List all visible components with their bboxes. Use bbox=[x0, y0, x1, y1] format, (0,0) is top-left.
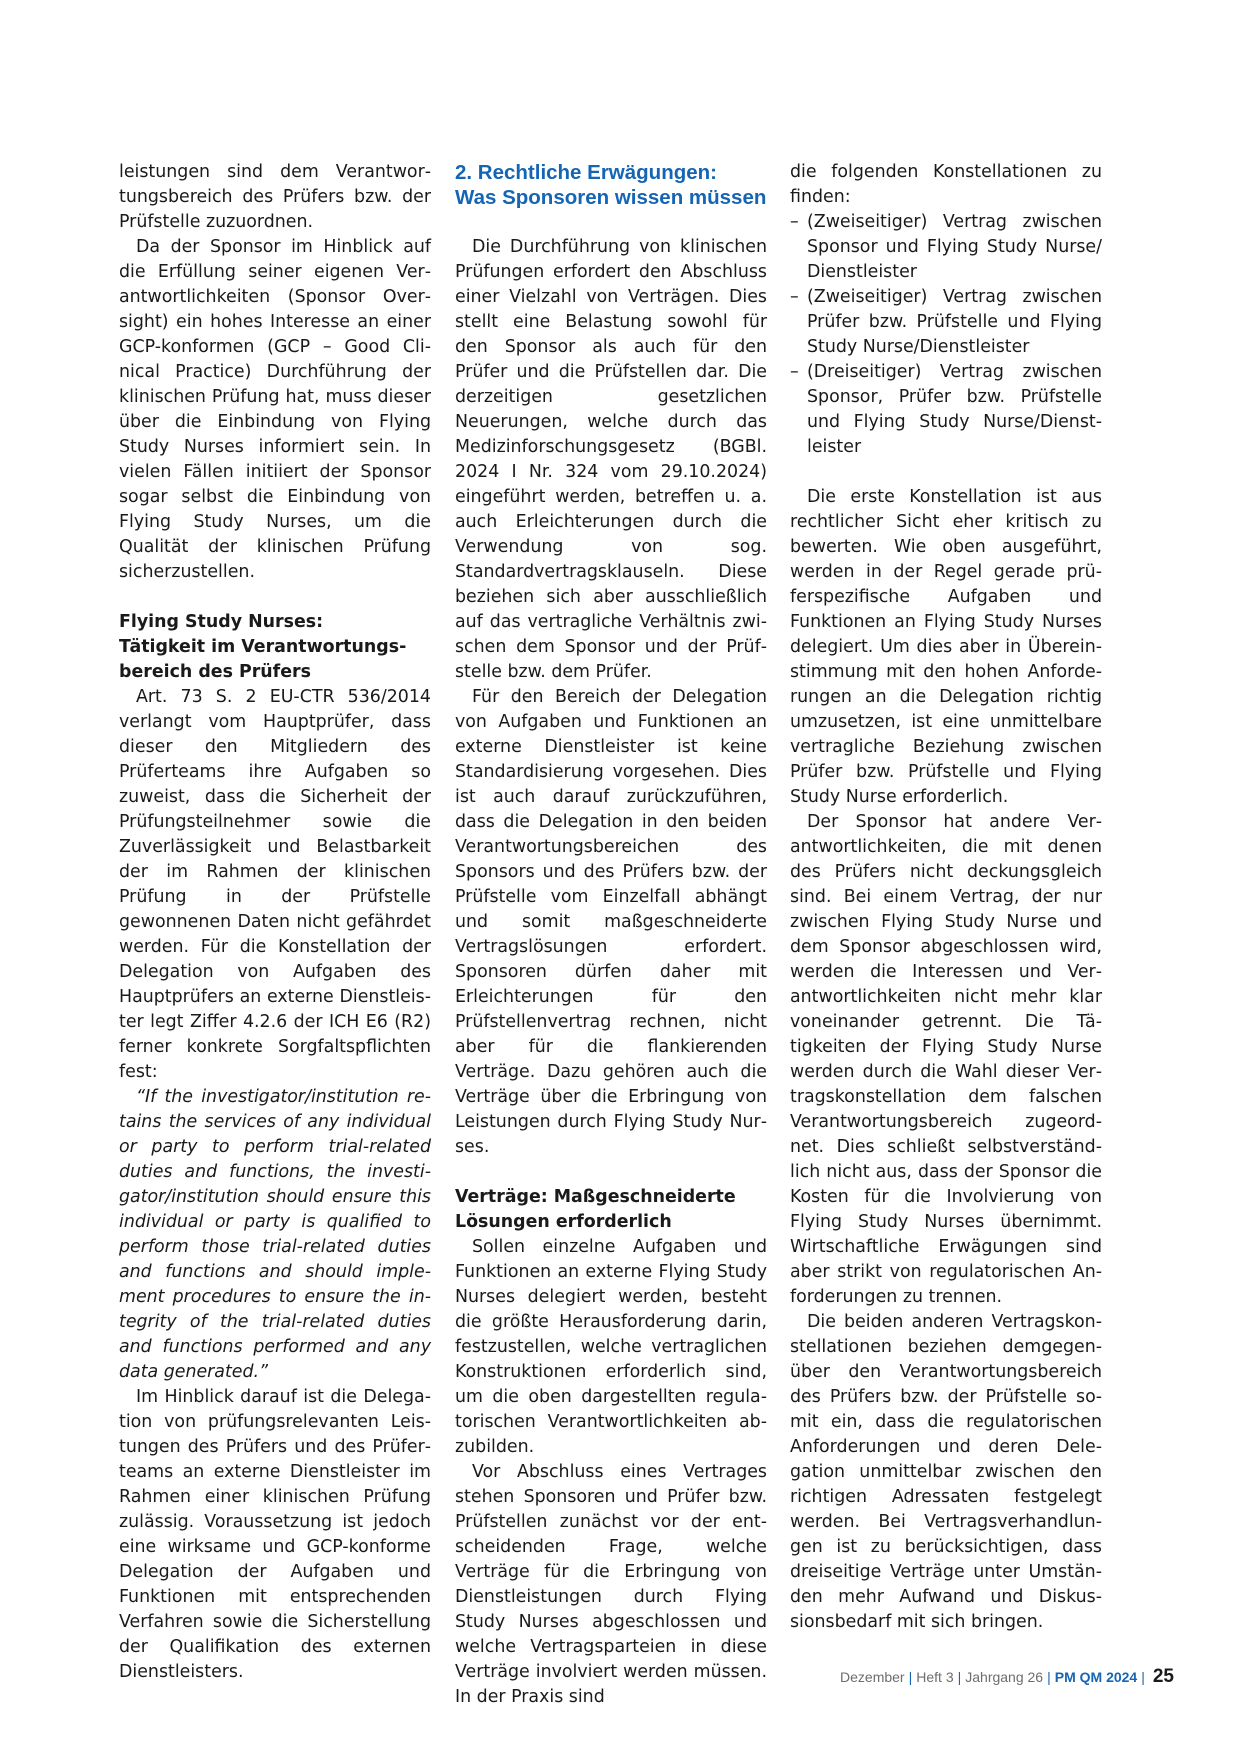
footer-separator: | bbox=[957, 1669, 962, 1685]
column-left bbox=[119, 160, 431, 1685]
footer-separator: | bbox=[1047, 1669, 1051, 1685]
footer-separator: | bbox=[908, 1669, 913, 1685]
list-item: – (Dreiseitiger) Vertrag zwischen Sponsor, Prüfer bzw. Prüfstelle und Flying Study Nurse/Dienstleister bbox=[790, 360, 1102, 460]
page-footer bbox=[840, 1666, 1174, 1688]
section-heading-line: 2. Rechtliche Erwägungen: bbox=[455, 161, 717, 184]
dash-list bbox=[790, 210, 1102, 460]
paragraph: Die Durchführung von klinischen Prüfungen erfordert den Abschluss einer Vielzahl von Verträgen. Dies stellt eine Belastung sowohl für den Sponsor als auch für den Prüfer und die Prüfstellen dar. Die derzeitigen gesetzlichen Neuerungen, welche durch das Medizinforschungsgesetz (BGBl. 2024 I Nr. 324 vom 29.10.2024) eingeführt werden, betreffen u. a. auch Erleichterungen durch die Verwendung von sog. Standardvertragsklauseln. Diese beziehen sich aber ausschließlich auf das vertragliche Verhältnis zwischen dem Sponsor und der Prüfstelle bzw. dem Prüfer. bbox=[455, 237, 767, 682]
page-number: 25 bbox=[1152, 1666, 1174, 1687]
subheading-line: Verträge: Maßgeschneiderte bbox=[455, 1187, 736, 1207]
subheading-line: Lösungen erforderlich bbox=[455, 1212, 672, 1232]
column-middle bbox=[455, 160, 767, 1710]
subheading-line: Flying Study Nurses: bbox=[119, 612, 324, 632]
footer-issue: Heft 3 bbox=[916, 1669, 954, 1685]
paragraph: Da der Sponsor im Hinblick auf die Erfüllung seiner eigenen Verantwortlichkeiten (Sponsor Oversight) ein hohes Interesse an einer GCP-konformen (GCP – Good Clinical Practice) Durchführung der klinischen Prüfung hat, muss dieser über die Einbindung von Flying Study Nurses informiert sein. In vielen Fällen initiiert der Sponsor sogar selbst die Einbindung von Flying Study Nurses, um die Qualität der klinischen Prüfung sicherzustellen. bbox=[119, 237, 431, 582]
subheading bbox=[455, 1185, 767, 1235]
paragraph: Sollen einzelne Aufgaben und Funktionen an externe Flying Study Nurses delegiert werden, besteht die größte Herausforderung darin, festzustellen, welche vertraglichen Konstruktionen erforderlich sind, um die oben dargestellten regulatorischen Verantwortlichkeiten abzubilden. bbox=[455, 1237, 767, 1457]
subheading bbox=[119, 610, 431, 685]
block-quote: “If the investigator/institution retains the services of any individual or party to perform trial-related duties and functions, the investigator/institution should ensure this individual or party is qualified to perform those trial-related duties and functions and should implement procedures to ensure the integrity of the trial-related duties and functions performed and any data generated.” bbox=[119, 1087, 431, 1382]
column-right bbox=[790, 160, 1102, 1635]
paragraph: Vor Abschluss eines Vertrages stehen Sponsoren und Prüfer bzw. Prüfstellen zunächst vor der entscheidenden Frage, welche Verträge für die Erbringung von Dienstleistungen durch Flying Study Nurses abgeschlossen und welche Vertragsparteien in diese Verträge involviert werden müssen. In der Praxis sind bbox=[455, 1462, 767, 1707]
footer-separator: | bbox=[1141, 1669, 1145, 1685]
list-item: – (Zweiseitiger) Vertrag zwischen Sponsor und Flying Study Nurse/ Dienstleister bbox=[790, 210, 1102, 285]
footer-month: Dezember bbox=[840, 1669, 905, 1685]
paragraph: leistungen sind dem Verantwortungsbereich des Prüfers bzw. der Prüfstelle zuzuordnen. bbox=[119, 162, 431, 232]
section-heading-line: Was Sponsoren wissen müssen bbox=[455, 186, 767, 209]
paragraph: Die beiden anderen Vertragskonstellationen beziehen demgegenüber den Verantwortungsbereich des Prüfers bzw. der Prüfstelle somit ein, dass die regulatorischen Anforderungen und deren Delegation unmittelbar zwischen den richtigen Adressaten festgelegt werden. Bei Vertragsverhandlungen ist zu berücksichtigen, dass dreiseitige Verträge unter Umständen mehr Aufwand und Diskussionsbedarf mit sich bringen. bbox=[790, 1312, 1102, 1632]
paragraph: Im Hinblick darauf ist die Delegation von prüfungsrelevanten Leistungen des Prüfers und des Prüferteams an externe Dienstleister im Rahmen einer klinischen Prüfung zulässig. Voraussetzung ist jedoch eine wirksame und GCP-konforme Delegation der Aufgaben und Funktionen mit entsprechenden Verfahren sowie die Sicherstellung der Qualifikation des externen Dienstleisters. bbox=[119, 1387, 431, 1682]
footer-volume: Jahrgang 26 bbox=[965, 1669, 1044, 1685]
paragraph: Der Sponsor hat andere Verantwortlichkeiten, die mit denen des Prüfers nicht deckungsgleich sind. Bei einem Vertrag, der nur zwischen Flying Study Nurse und dem Sponsor abgeschlossen wird, werden die Interessen und Verantwortlichkeiten nicht mehr klar voneinander getrennt. Die Tätigkeiten der Flying Study Nurse werden durch die Wahl dieser Vertragskonstellation dem falschen Verantwortungsbereich zugeordnet. Dies schließt selbstverständlich nicht aus, dass der Sponsor die Kosten für die Involvierung von Flying Study Nurses übernimmt. Wirtschaftliche Erwägungen sind aber strikt von regulatorischen Anforderungen zu trennen. bbox=[790, 812, 1102, 1307]
paragraph: Die erste Konstellation ist aus rechtlicher Sicht eher kritisch zu bewerten. Wie oben ausgeführt, werden in der Regel gerade prüferspezifische Aufgaben und Funktionen an Flying Study Nurses delegiert. Um dies aber in Übereinstimmung mit den hohen Anforderungen an die Delegation richtig umzusetzen, ist eine unmittelbare vertragliche Beziehung zwischen Prüfer bzw. Prüfstelle und Flying Study Nurse erforderlich. bbox=[790, 487, 1102, 807]
footer-magazine: PM QM 2024 bbox=[1054, 1669, 1138, 1685]
list-item: – (Zweiseitiger) Vertrag zwischen Prüfer bzw. Prüfstelle und Flying Study Nurse/Dienstleister bbox=[790, 285, 1102, 360]
section-heading bbox=[455, 160, 767, 210]
subheading-line: Tätigkeit im Verantwortungsbereich des Prüfers bbox=[119, 637, 407, 682]
paragraph: Für den Bereich der Delegation von Aufgaben und Funktionen an externe Dienstleister ist keine Standardisierung vorgesehen. Dies ist auch darauf zurückzuführen, dass die Delegation in den beiden Verantwortungsbereichen des Sponsors und des Prüfers bzw. der Prüfstelle vom Einzelfall abhängt und somit maßgeschneiderte Vertragslösungen erfordert. Sponsoren dürfen daher mit Erleichterungen für den Prüfstellenvertrag rechnen, nicht aber für die flankierenden Verträge. Dazu gehören auch die Verträge über die Erbringung von Leistungen durch Flying Study Nurses. bbox=[455, 687, 767, 1157]
paragraph: die folgenden Konstellationen zu finden: bbox=[790, 162, 1102, 207]
paragraph: Art. 73 S. 2 EU-CTR 536/2014 verlangt vom Hauptprüfer, dass dieser den Mitgliedern des Prüferteams ihre Aufgaben so zuweist, dass die Sicherheit der Prüfungsteilnehmer sowie die Zuverlässigkeit und Belastbarkeit der im Rahmen der klinischen Prüfung in der Prüfstelle gewonnenen Daten nicht gefährdet werden. Für die Konstellation der Delegation von Aufgaben des Hauptprüfers an externe Dienstleister legt Ziffer 4.2.6 der ICH E6 (R2) ferner konkrete Sorgfaltspflichten fest: bbox=[119, 687, 431, 1082]
